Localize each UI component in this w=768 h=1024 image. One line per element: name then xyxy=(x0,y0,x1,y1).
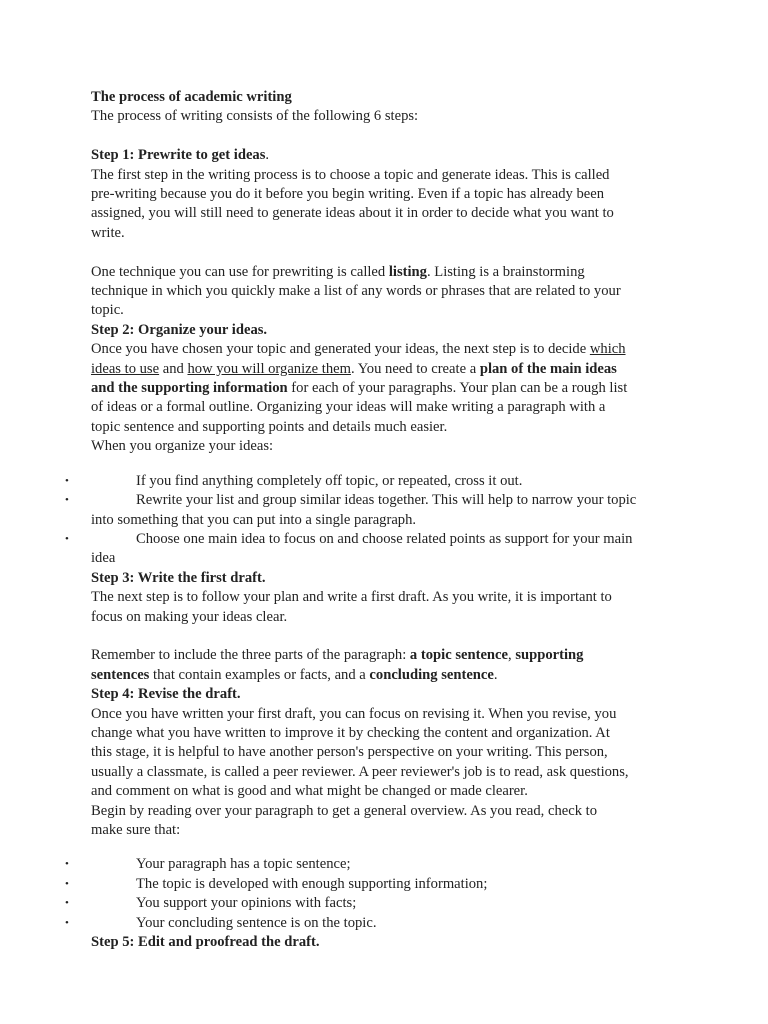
bullet-icon: • xyxy=(65,532,69,545)
bullet-icon: • xyxy=(65,494,69,507)
step5-heading: Step 5: Edit and proofread the draft. xyxy=(91,934,320,951)
bullet-icon: • xyxy=(65,897,69,910)
step3-text-line: focus on making your ideas clear. xyxy=(91,608,288,625)
intro-text: The process of writing consists of the following 6 steps: xyxy=(91,108,419,125)
step4-text-line: Begin by reading over your paragraph to get a general overview. As you read, check to xyxy=(91,802,597,819)
list-item: • Rewrite your list and group similar ideas together. This will help to narrow your topic into something that you can put into a single paragraph. xyxy=(65,492,637,528)
step1-text-line: The first step in the writing process is to choose a topic and generate ideas. This is called xyxy=(91,166,610,183)
listing-paragraph-line: topic. xyxy=(91,302,124,319)
list-item: • You support your opinions with facts; xyxy=(91,894,703,913)
step3-text-line: The next step is to follow your plan and write a first draft. As you write, it is important to xyxy=(91,589,612,606)
step1-text-line: write. xyxy=(91,224,125,241)
step1-text-line: assigned, you will still need to generate ideas about it in order to decide what you want to xyxy=(91,205,614,222)
bullet-icon: • xyxy=(65,916,69,929)
step2-text-line: ideas to use and how you will organize them. You need to create a plan of the main ideas xyxy=(91,360,617,377)
step2-heading: Step 2: Organize your ideas. xyxy=(91,321,268,338)
step2-text-line: and the supporting information for each of your paragraphs. Your plan can be a rough list xyxy=(91,380,628,397)
step4-text-line: usually a classmate, is called a peer reviewer. A peer reviewer's job is to read, ask questions, xyxy=(91,763,629,780)
list-item: • The topic is developed with enough supporting information; xyxy=(91,875,703,894)
bullet-icon: • xyxy=(65,877,69,890)
step1-text-line: pre-writing because you do it before you begin writing. Even if a topic has already been xyxy=(91,186,605,203)
step4-text-line: make sure that: xyxy=(91,821,181,838)
listing-paragraph-line: One technique you can use for prewriting is called listing. Listing is a brainstorming xyxy=(91,263,585,280)
list-item: • If you find anything completely off topic, or repeated, cross it out. xyxy=(91,472,703,491)
bullet-icon: • xyxy=(65,474,69,487)
step2-text-line: of ideas or a formal outline. Organizing your ideas will make writing a paragraph with a xyxy=(91,399,606,416)
step3-heading: Step 3: Write the first draft. xyxy=(91,569,266,586)
step2-text-line: topic sentence and supporting points and details much easier. xyxy=(91,418,448,435)
step4-text-line: Once you have written your first draft, you can focus on revising it. When you revise, you xyxy=(91,705,617,722)
document-title: The process of academic writing xyxy=(91,89,292,105)
step4-text-line: change what you have written to improve it by checking the content and organization. At xyxy=(91,724,610,741)
list-item: • Choose one main idea to focus on and choose related points as support for your main idea xyxy=(65,530,633,567)
step2-text-line: When you organize your ideas: xyxy=(91,438,274,455)
remember-paragraph-line: Remember to include the three parts of the paragraph: a topic sentence, supporting xyxy=(91,647,584,664)
step2-text-line: Once you have chosen your topic and generated your ideas, the next step is to decide which xyxy=(91,341,626,358)
step4-text-line: and comment on what is good and what might be changed or made clearer. xyxy=(91,783,528,800)
step1-heading: Step 1: Prewrite to get ideas. xyxy=(91,147,270,164)
document-body xyxy=(65,88,703,952)
remember-paragraph-line: sentences that contain examples or facts, and a concluding sentence. xyxy=(91,666,498,683)
list-item: • Your paragraph has a topic sentence; xyxy=(91,855,703,874)
step4-text-line: this stage, it is helpful to have another person's perspective on your writing. This person, xyxy=(91,744,608,761)
step4-heading: Step 4: Revise the draft. xyxy=(91,686,241,703)
list-item: • Your concluding sentence is on the topic. xyxy=(91,914,703,933)
listing-paragraph-line: technique in which you quickly make a list of any words or phrases that are related to your xyxy=(91,283,621,300)
bullet-icon: • xyxy=(65,858,69,871)
